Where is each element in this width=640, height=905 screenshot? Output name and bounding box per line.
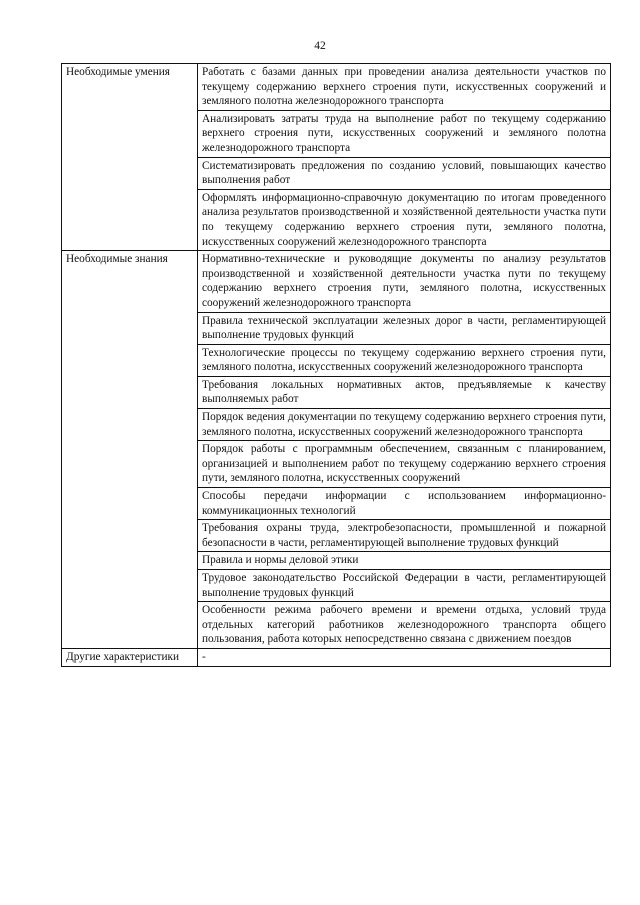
requirement-item: Правила и нормы деловой этики [198,552,611,570]
requirement-item: Систематизировать предложения по созданию условий, повышающих качество выполнения работ [198,157,611,189]
requirement-item: Особенности режима рабочего времени и времени отдыха, условий труда отдельных категорий работников железнодорожного транспорта общего пользования, работа которых непосредственно связана с движением поездов [198,602,611,649]
requirement-item: - [198,648,611,666]
requirement-item: Требования локальных нормативных актов, предъявляемые к качеству выполняемых работ [198,376,611,408]
table-row [62,648,611,666]
section-label: Другие характеристики [62,648,198,666]
section-label: Необходимые знания [62,251,198,649]
requirement-item: Требования охраны труда, электробезопасности, промышленной и пожарной безопасности в части, регламентирующей выполнение трудовых функций [198,520,611,552]
requirement-item: Технологические процессы по текущему содержанию верхнего строения пути, земляного полотна, искусственных сооружений железнодорожного транспорта [198,344,611,376]
requirement-item: Правила технической эксплуатации железных дорог в части, регламентирующей выполнение трудовых функций [198,312,611,344]
requirement-item: Способы передачи информации с использованием информационно-коммуникационных технологий [198,488,611,520]
requirement-item: Нормативно-технические и руководящие документы по анализу результатов производственной и хозяйственной деятельности участка пути по текущему содержанию верхнего строения пути, земляного полотна, искусственных сооружений железнодорожного транспорта [198,251,611,312]
table-body [62,64,611,667]
section-label: Необходимые умения [62,64,198,251]
requirement-item: Порядок ведения документации по текущему содержанию верхнего строения пути, земляного полотна, искусственных сооружений железнодорожного транспорта [198,409,611,441]
requirement-item: Трудовое законодательство Российской Федерации в части, регламентирующей выполнение трудовых функций [198,570,611,602]
requirements-table [61,63,611,667]
requirement-item: Анализировать затраты труда на выполнение работ по текущему содержанию верхнего строения пути, искусственных сооружений и земляного полотна железнодорожного транспорта [198,110,611,157]
table-row [62,64,611,111]
requirement-item: Работать с базами данных при проведении анализа деятельности участков по текущему содержанию верхнего строения пути, искусственных сооружений и земляного полотна железнодорожного транспорта [198,64,611,111]
requirement-item: Оформлять информационно-справочную документацию по итогам проведенного анализа результатов производственной и хозяйственной деятельности участка пути по текущему содержанию верхнего строения пути, земляного полотна, искусственных сооружений железнодорожного транспорта [198,189,611,250]
requirement-item: Порядок работы с программным обеспечением, связанным с планированием, организацией и выполнением работ по текущему содержанию верхнего строения пути, земляного полотна, искусственных сооружений [198,441,611,488]
page-number: 42 [314,40,326,52]
table-row [62,251,611,312]
